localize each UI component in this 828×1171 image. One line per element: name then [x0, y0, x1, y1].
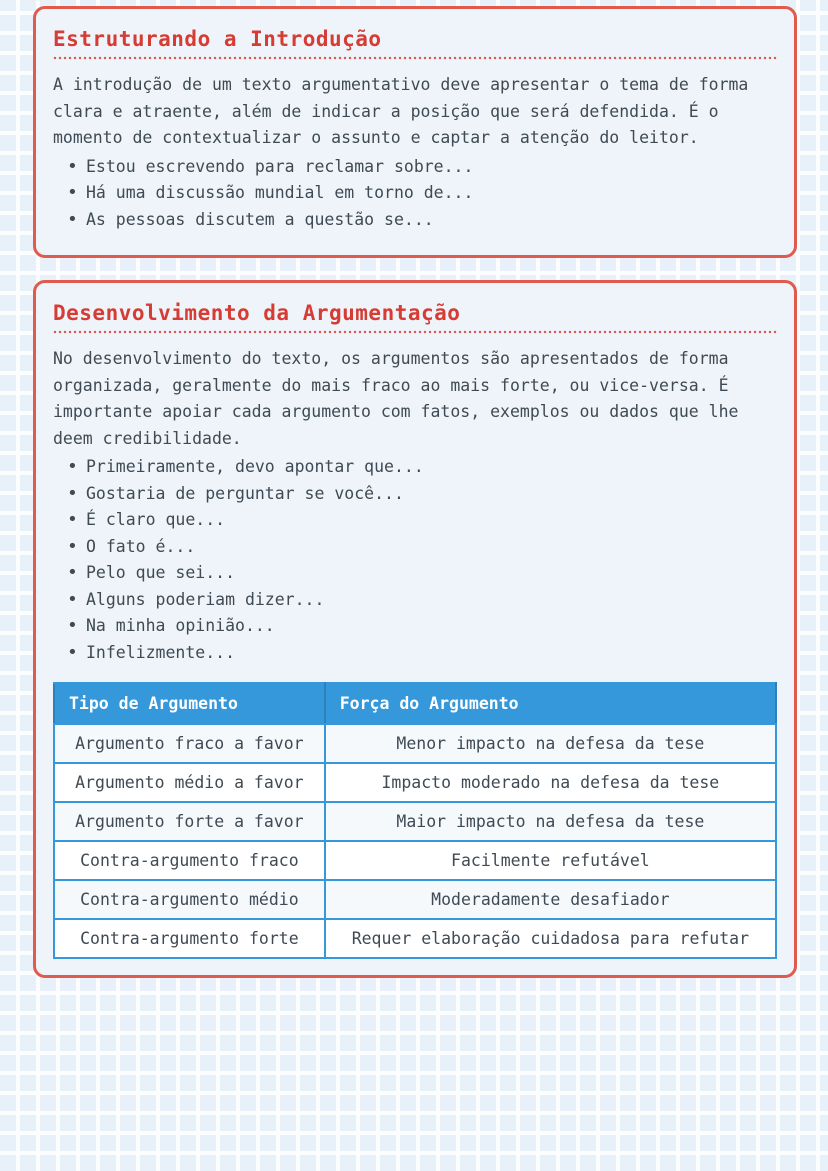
- table-cell: Contra-argumento forte: [54, 919, 325, 958]
- development-phrase-list: [53, 454, 777, 666]
- list-item: • O fato é...: [53, 534, 777, 561]
- list-item: • Estou escrevendo para reclamar sobre...: [53, 154, 777, 181]
- section-title-intro: Estruturando a Introdução: [53, 27, 382, 51]
- table-row: [54, 841, 776, 880]
- table-cell: Moderadamente desafiador: [325, 880, 776, 919]
- list-item: • Há uma discussão mundial em torno de...: [53, 180, 777, 207]
- table-cell: Argumento fraco a favor: [54, 724, 325, 763]
- list-item: • Na minha opinião...: [53, 613, 777, 640]
- list-item: • As pessoas discutem a questão se...: [53, 207, 777, 234]
- table-header-row: [54, 683, 776, 724]
- section-title-development: Desenvolvimento da Argumentação: [53, 301, 461, 325]
- intro-paragraph: A introdução de um texto argumentativo deve apresentar o tema de forma clara e atraente, além de indicar a posição que será defendida. É o momento de contextualizar o assunto e captar a atenção do leitor.: [53, 75, 749, 147]
- table-cell: Menor impacto na defesa da tese: [325, 724, 776, 763]
- table-header-cell-strength: Força do Argumento: [325, 683, 776, 724]
- list-item: • Gostaria de perguntar se você...: [53, 481, 777, 508]
- table-row: [54, 919, 776, 958]
- development-paragraph: No desenvolvimento do texto, os argumentos são apresentados de forma organizada, geralmente do mais fraco ao mais forte, ou vice-versa. É importante apoiar cada argumento com fatos, exemplos ou dados que lhe deem credibilidade.: [53, 349, 739, 448]
- table-cell: Facilmente refutável: [325, 841, 776, 880]
- development-section-card: [33, 280, 797, 978]
- table-cell: Maior impacto na defesa da tese: [325, 802, 776, 841]
- table-row: [54, 802, 776, 841]
- table-header-cell-type: Tipo de Argumento: [54, 683, 325, 724]
- table-cell: Requer elaboração cuidadosa para refutar: [325, 919, 776, 958]
- list-item: • Infelizmente...: [53, 640, 777, 667]
- list-item: • É claro que...: [53, 507, 777, 534]
- dotted-divider: [53, 56, 777, 60]
- intro-phrase-list: [53, 154, 777, 234]
- intro-section-card: [33, 6, 797, 258]
- table-cell: Argumento médio a favor: [54, 763, 325, 802]
- table-cell: Contra-argumento médio: [54, 880, 325, 919]
- list-item: • Primeiramente, devo apontar que...: [53, 454, 777, 481]
- table-row: [54, 724, 776, 763]
- table-row: [54, 880, 776, 919]
- table-cell: Impacto moderado na defesa da tese: [325, 763, 776, 802]
- table-cell: Contra-argumento fraco: [54, 841, 325, 880]
- list-item: • Alguns poderiam dizer...: [53, 587, 777, 614]
- dotted-divider: [53, 330, 777, 334]
- table-row: [54, 763, 776, 802]
- table-cell: Argumento forte a favor: [54, 802, 325, 841]
- argument-strength-table: [53, 682, 777, 959]
- list-item: • Pelo que sei...: [53, 560, 777, 587]
